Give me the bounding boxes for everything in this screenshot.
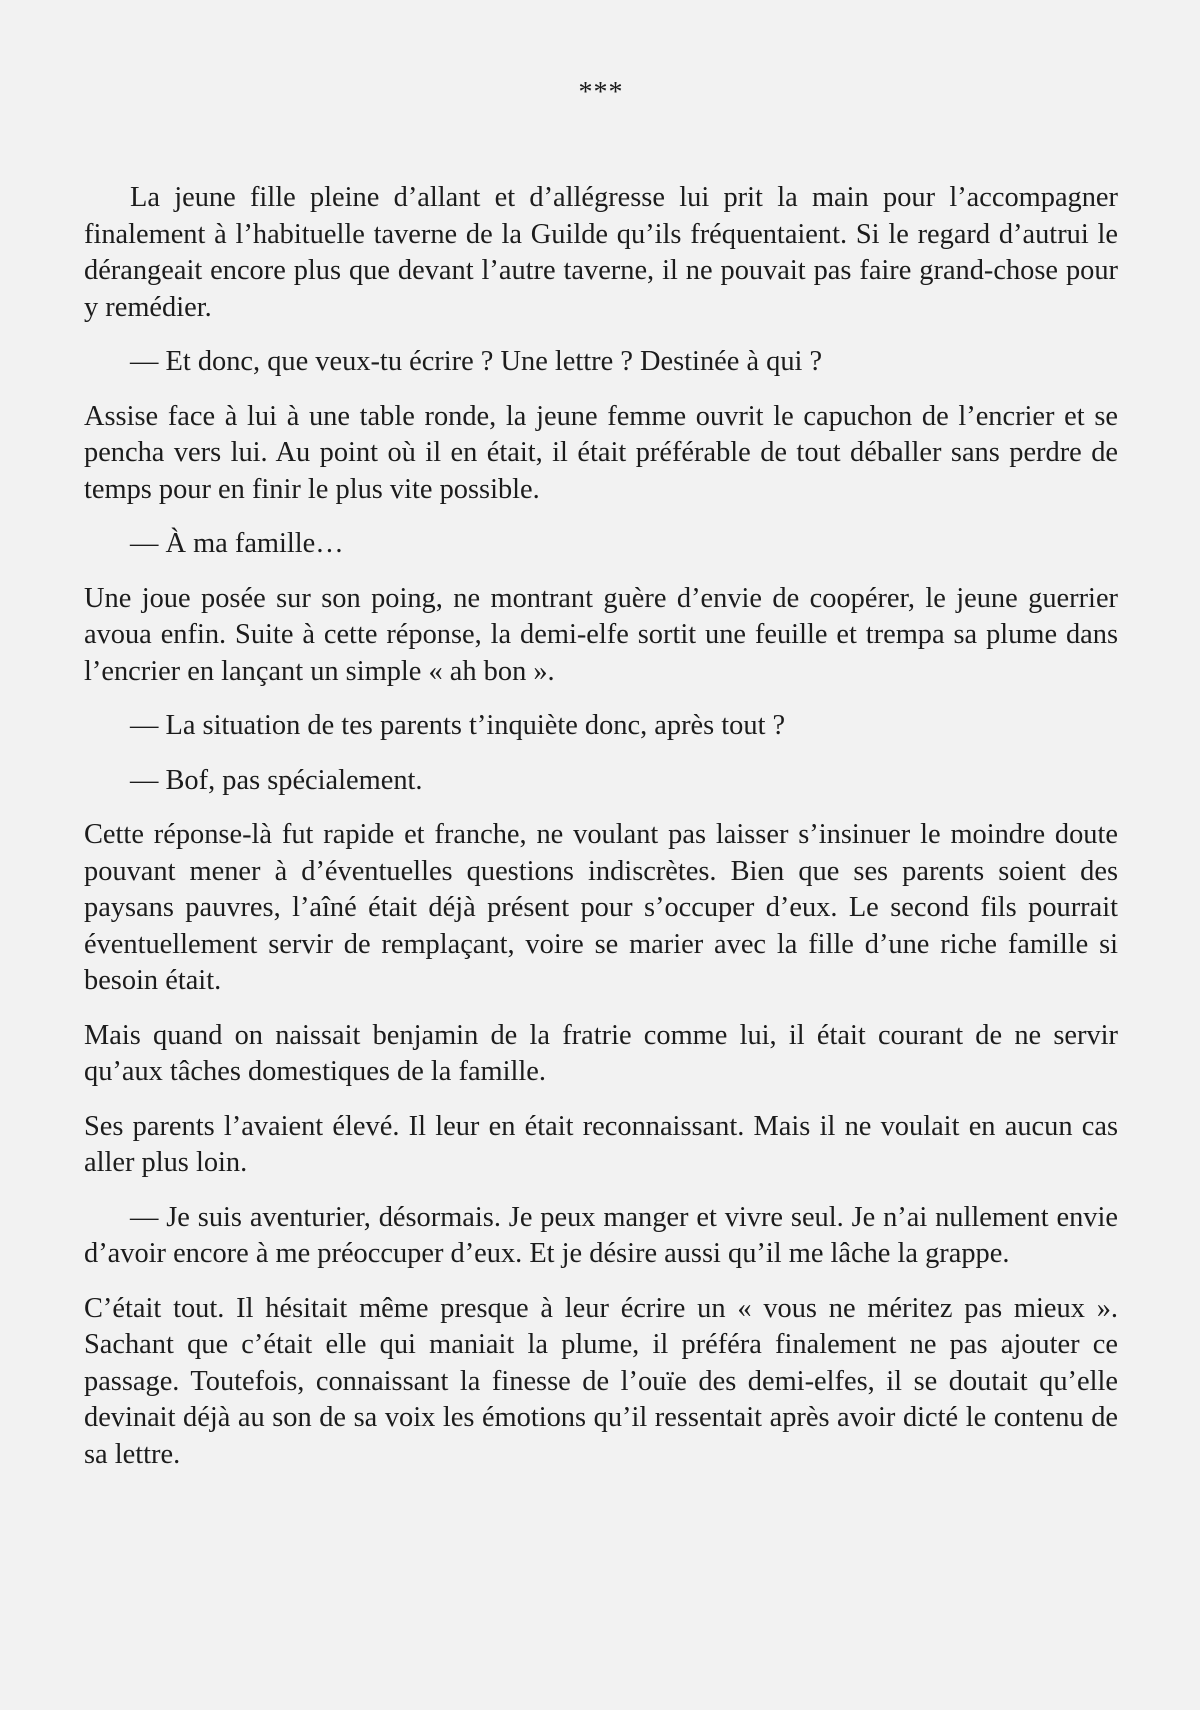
paragraph-2: Assise face à lui à une table ronde, la jeune femme ouvrit le capuchon de l’encrier et se pencha vers lui. Au point où il en était, il était préférable de tout déballer sans perdre de temps pour en finir le plus vite possible. xyxy=(84,400,1118,505)
paragraph-7: C’était tout. Il hésitait même presque à leur écrire un « vous ne méritez pas mieux ». Sachant que c’était elle qui maniait la plume, il préféra finalement ne pas ajouter ce passage. Toutefois, connaissant la finesse de l’ouïe des demi-elfes, il se doutait qu’elle devinait déjà au son de sa voix les émotions qu’il ressentait après avoir dicté le contenu de sa lettre. xyxy=(84,1292,1118,1470)
dialogue-4: — Bof, pas spécialement. xyxy=(130,764,423,796)
dialogue-2: — À ma famille… xyxy=(130,528,344,559)
page-body xyxy=(84,180,1118,1473)
dialogue-3: — La situation de tes parents t’inquiète donc, après tout ? xyxy=(130,710,786,741)
paragraph-1: La jeune fille pleine d’allant et d’allégresse lui prit la main pour l’accompagner finalement à l’habituelle taverne de la Guilde qu’ils fréquentaient. Si le regard d’autrui le dérangeait encore plus que devant l’autre taverne, il ne pouvait pas faire grand-chose pour y remédier. xyxy=(84,182,1118,323)
paragraph-3: Une joue posée sur son poing, ne montrant guère d’envie de coopérer, le jeune guerrier avoua enfin. Suite à cette réponse, la demi-elfe sortit une feuille et trempa sa plume dans l’encrier en lançant un simple « ah bon ». xyxy=(84,582,1118,687)
paragraph-5: Mais quand on naissait benjamin de la fratrie comme lui, il était courant de ne servir qu’aux tâches domestiques de la famille. xyxy=(84,1019,1118,1087)
paragraph-4: Cette réponse-là fut rapide et franche, ne voulant pas laisser s’insinuer le moindre doute pouvant mener à d’éventuelles questions indiscrètes. Bien que ses parents soient des paysans pauvres, l’aîné était déjà présent pour s’occuper d’eux. Le second fils pourrait éventuellement servir de remplaçant, voire se marier avec la fille d’une riche famille si besoin était. xyxy=(84,819,1118,996)
paragraph-6: Ses parents l’avaient élevé. Il leur en était reconnaissant. Mais il ne voulait en aucun cas aller plus loin. xyxy=(84,1110,1118,1178)
dialogue-5: — Je suis aventurier, désormais. Je peux manger et vivre seul. Je n’ai nullement envie d’avoir encore à me préoccuper d’eux. Et je désire aussi qu’il me lâche la grappe. xyxy=(84,1201,1118,1269)
dialogue-1: — Et donc, que veux-tu écrire ? Une lettre ? Destinée à qui ? xyxy=(130,346,823,377)
scene-separator: *** xyxy=(578,77,624,108)
